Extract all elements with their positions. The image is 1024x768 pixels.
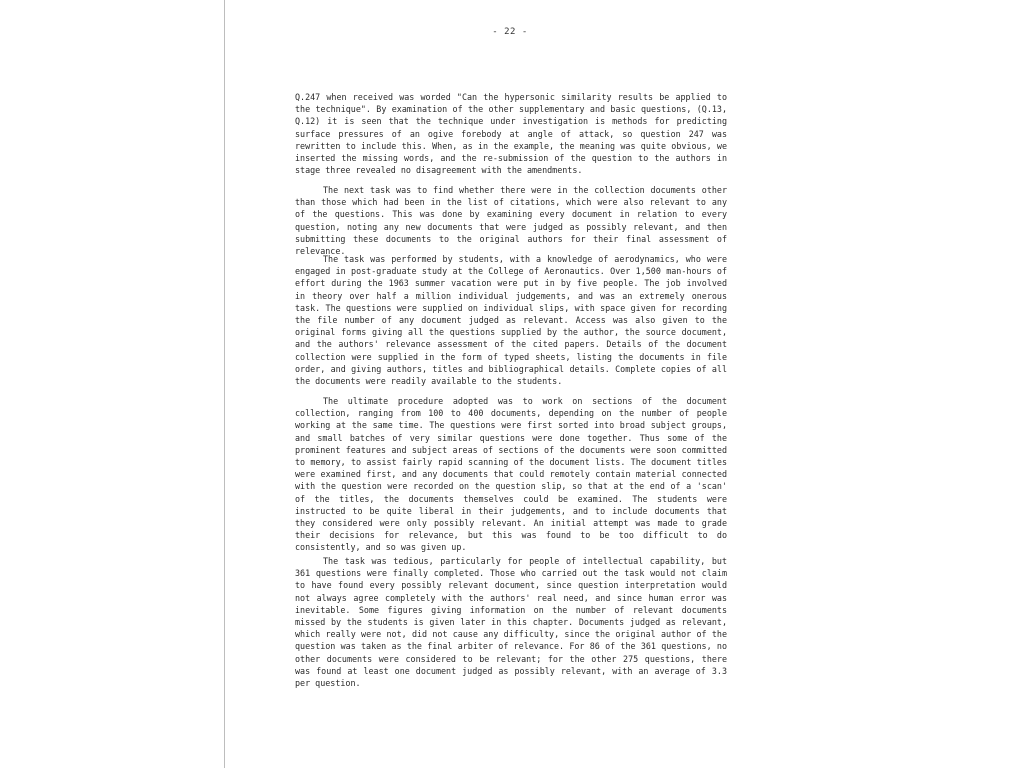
paragraph-2: The next task was to find whether there were in the collection documents other than those which had been in the list of citations, which were also relevant to any of the questions. This was done by examining every document in relation to every question, noting any new documents that were judged as possibly relevant, and then submitting these documents to the original authors for their final assessment of relevance.	[295, 185, 727, 257]
paragraph-3: The task was performed by students, with a knowledge of aerodynamics, who were engaged in post-graduate study at the College of Aeronautics. Over 1,500 man-hours of effort during the 1963 summer vacation were put in by five people. The job involved in theory over half a million individual judgements, and was an extremely onerous task. The questions were supplied on individual slips, with space given for recording the file number of any document judged as relevant. Access was also given to the original forms giving all the questions supplied by the author, the source document, and the authors' relevance assessment of the cited papers. Details of the document collection were supplied in the form of typed sheets, listing the documents in file order, and giving authors, titles and bibliographical details. Complete copies of all the documents were readily available to the students.	[295, 254, 727, 387]
paragraph-1: Q.247 when received was worded "Can the hypersonic similarity results be applied to the technique". By examination of the other supplementary and basic questions, (Q.13, Q.12) it is seen that the technique under investigation is methods for predicting surface pressures of an ogive forebody at angle of attack, so question 247 was rewritten to include this. When, as in the example, the meaning was quite obvious, we inserted the missing words, and the re-submission of the question to the authors in stage three revealed no disagreement with the amendments.	[295, 92, 727, 176]
page-number: - 22 -	[492, 27, 528, 37]
document-page	[224, 0, 773, 768]
paragraph-4: The ultimate procedure adopted was to work on sections of the document collection, ranging from 100 to 400 documents, depending on the number of people working at the same time. The questions were first sorted into broad subject groups, and small batches of very similar questions were done together. Thus some of the prominent features and subject areas of sections of the documents were soon committed to memory, to assist fairly rapid scanning of the document lists. The document titles were examined first, and any documents that could remotely contain material connected with the question were recorded on the question slip, so that at the end of a 'scan' of the titles, the documents themselves could be examined. The students were instructed to be quite liberal in their judgements, and to include documents that they considered were only possibly relevant. An initial attempt was made to grade their decisions for relevance, but this was found to be too difficult to do consistently, and so was given up.	[295, 396, 727, 553]
paragraph-5: The task was tedious, particularly for people of intellectual capability, but 361 questions were finally completed. Those who carried out the task would not claim to have found every possibly relevant document, since question interpretation would not always agree completely with the authors' real need, and since human error was inevitable. Some figures giving information on the number of relevant documents missed by the students is given later in this chapter. Documents judged as relevant, which really were not, did not cause any difficulty, since the original author of the question was taken as the final arbiter of relevance. For 86 of the 361 questions, no other documents were considered to be relevant; for the other 275 questions, there was found at least one document judged as possibly relevant, with an average of 3.3 per question.	[295, 556, 727, 689]
